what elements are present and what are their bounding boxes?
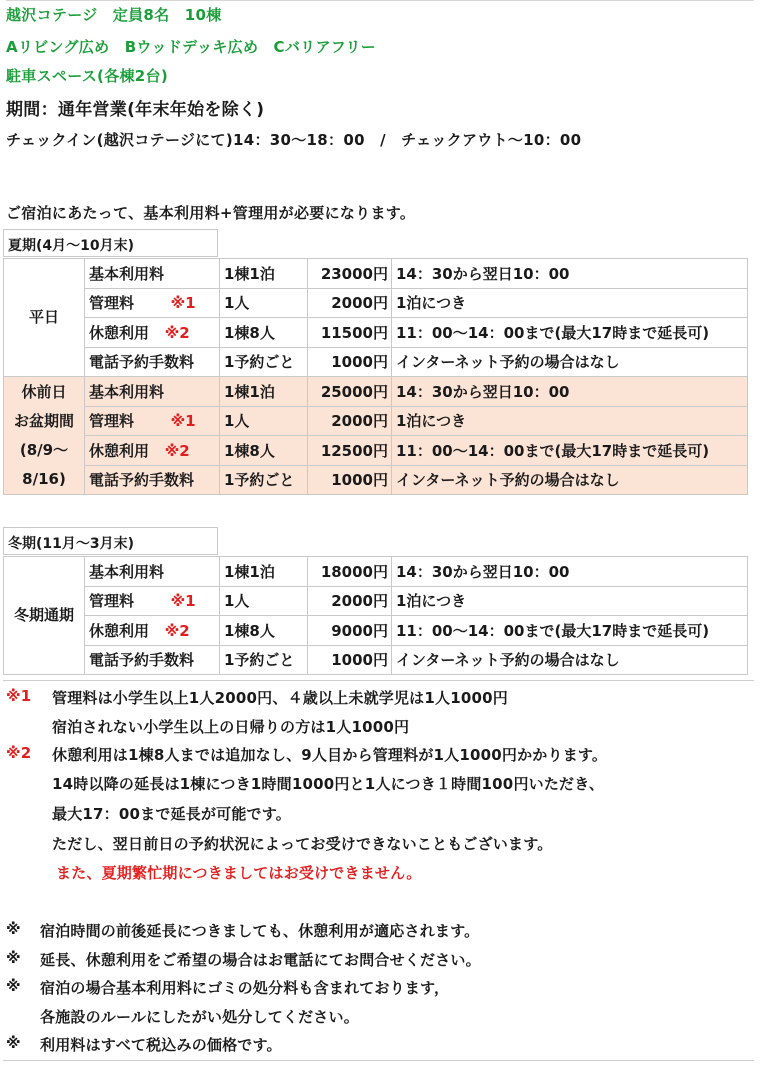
general-note-line: 利用料はすべて税込みの価格です。 xyxy=(40,1036,282,1054)
table-row xyxy=(4,318,748,348)
row-note: 14：30から翌日10：00 xyxy=(392,377,748,407)
winter-group-label: 冬期通期 xyxy=(4,557,85,675)
row-item: 管理料 ※1 xyxy=(85,406,220,436)
general-note-mark: ※ xyxy=(6,977,21,995)
winter-season-title: 冬期(11月～3月末) xyxy=(3,527,218,555)
row-unit: 1棟8人 xyxy=(220,436,308,466)
intro-line: ご宿泊にあたって、基本利用料+管理用が必要になります。 xyxy=(6,204,416,222)
row-amount: 18000円 xyxy=(308,557,392,587)
footnote-mark: ※1 xyxy=(170,592,196,611)
footnote-2-line: 14時以降の延長は1棟につき1時間1000円と1人につき１時間100円いただき、 xyxy=(52,775,605,793)
footnote-mark: ※2 xyxy=(164,323,190,342)
row-unit: 1人 xyxy=(220,406,308,436)
row-unit: 1人 xyxy=(220,288,308,318)
row-amount: 1000円 xyxy=(308,347,392,377)
row-amount: 12500円 xyxy=(308,436,392,466)
general-note-mark: ※ xyxy=(6,920,21,938)
row-item: 休憩利用 ※2 xyxy=(85,436,220,466)
table-row xyxy=(4,616,748,646)
row-item: 電話予約手数料 xyxy=(85,465,220,495)
row-amount: 9000円 xyxy=(308,616,392,646)
row-item: 基本利用料 xyxy=(85,377,220,407)
row-note: 11：00～14：00まで(最大17時まで延長可) xyxy=(392,318,748,348)
row-item: 管理料 ※1 xyxy=(85,288,220,318)
row-note: インターネット予約の場合はなし xyxy=(392,465,748,495)
row-amount: 25000円 xyxy=(308,377,392,407)
row-unit: 1棟8人 xyxy=(220,616,308,646)
footnote-2-mark: ※2 xyxy=(6,744,32,762)
footnote-2-line: 最大17：00まで延長が可能です。 xyxy=(52,805,291,823)
table-row xyxy=(4,259,748,289)
general-note-mark: ※ xyxy=(6,949,21,967)
holiday-group-label: 休前日 お盆期間 (8/9～ 8/16) xyxy=(4,377,85,495)
row-unit: 1予約ごと xyxy=(220,465,308,495)
row-note: 1泊につき xyxy=(392,288,748,318)
row-amount: 2000円 xyxy=(308,406,392,436)
footnote-mark: ※2 xyxy=(164,621,190,640)
general-note-line: 各施設のルールにしたがい処分してください。 xyxy=(40,1008,359,1026)
table-row xyxy=(4,557,748,587)
checkin-line: チェックイン(越沢コテージにて)14：30～18：00 / チェックアウト～10：00 xyxy=(6,131,582,149)
footnote-1-mark: ※1 xyxy=(6,687,32,705)
row-item: 管理料 ※1 xyxy=(85,586,220,616)
table-row xyxy=(4,288,748,318)
summer-rate-table xyxy=(3,258,748,495)
row-note: インターネット予約の場合はなし xyxy=(392,645,748,675)
footnote-2-line: ただし、翌日前日の予約状況によってお受けできないこともございます。 xyxy=(52,835,553,853)
general-note-line: 宿泊の場合基本利用料にゴミの処分料も含まれております， xyxy=(40,979,450,997)
table-row xyxy=(4,645,748,675)
table-row xyxy=(4,347,748,377)
row-note: 1泊につき xyxy=(392,586,748,616)
row-amount: 11500円 xyxy=(308,318,392,348)
row-unit: 1予約ごと xyxy=(220,645,308,675)
table-row xyxy=(4,465,748,495)
row-item: 基本利用料 xyxy=(85,259,220,289)
row-item: 電話予約手数料 xyxy=(85,645,220,675)
row-item: 電話予約手数料 xyxy=(85,347,220,377)
row-note: 11：00～14：00まで(最大17時まで延長可) xyxy=(392,436,748,466)
row-unit: 1人 xyxy=(220,586,308,616)
row-amount: 23000円 xyxy=(308,259,392,289)
footnote-1-line: 管理料は小学生以上1人2000円、４歳以上未就学児は1人1000円 xyxy=(52,689,508,707)
row-item: 休憩利用 ※2 xyxy=(85,318,220,348)
row-amount: 1000円 xyxy=(308,645,392,675)
row-unit: 1棟8人 xyxy=(220,318,308,348)
table-row xyxy=(4,377,748,407)
footnote-2-warning: また、夏期繁忙期につきましてはお受けできません。 xyxy=(56,864,422,882)
general-note-line: 延長、休憩利用をご希望の場合はお電話にてお問合せください。 xyxy=(40,951,481,969)
row-item: 基本利用料 xyxy=(85,557,220,587)
footnote-mark: ※1 xyxy=(170,294,196,313)
cottage-types-line: Aリビング広め Bウッドデッキ広め Cバリアフリー xyxy=(6,38,377,56)
row-amount: 2000円 xyxy=(308,586,392,616)
row-amount: 1000円 xyxy=(308,465,392,495)
notes-divider xyxy=(3,680,754,681)
weekday-group-label: 平日 xyxy=(4,259,85,377)
row-note: インターネット予約の場合はなし xyxy=(392,347,748,377)
row-note: 1泊につき xyxy=(392,406,748,436)
row-unit: 1棟1泊 xyxy=(220,377,308,407)
top-border xyxy=(6,0,754,1)
footnote-2-line: 休憩利用は1棟8人までは追加なし、9人目から管理料が1人1000円かかります。 xyxy=(52,746,608,764)
cottage-capacity-line: 越沢コテージ 定員8名 10棟 xyxy=(6,6,222,24)
period-line: 期間：通年営業(年末年始を除く) xyxy=(6,100,265,120)
winter-rate-table xyxy=(3,556,748,675)
table-row xyxy=(4,586,748,616)
row-amount: 2000円 xyxy=(308,288,392,318)
general-note-mark: ※ xyxy=(6,1034,21,1052)
table-row xyxy=(4,406,748,436)
footnote-mark: ※2 xyxy=(164,441,190,460)
row-note: 14：30から翌日10：00 xyxy=(392,557,748,587)
summer-season-title: 夏期(4月～10月末) xyxy=(3,229,218,257)
row-unit: 1棟1泊 xyxy=(220,259,308,289)
row-note: 14：30から翌日10：00 xyxy=(392,259,748,289)
bottom-divider xyxy=(3,1060,754,1061)
table-row xyxy=(4,436,748,466)
row-note: 11：00～14：00まで(最大17時まで延長可) xyxy=(392,616,748,646)
row-item: 休憩利用 ※2 xyxy=(85,616,220,646)
parking-line: 駐車スペース(各棟2台) xyxy=(6,67,168,85)
footnote-mark: ※1 xyxy=(170,412,196,431)
row-unit: 1棟1泊 xyxy=(220,557,308,587)
footnote-1-line: 宿泊されない小学生以上の日帰りの方は1人1000円 xyxy=(52,718,410,736)
general-note-line: 宿泊時間の前後延長につきましても、休憩利用が適応されます。 xyxy=(40,922,480,940)
row-unit: 1予約ごと xyxy=(220,347,308,377)
